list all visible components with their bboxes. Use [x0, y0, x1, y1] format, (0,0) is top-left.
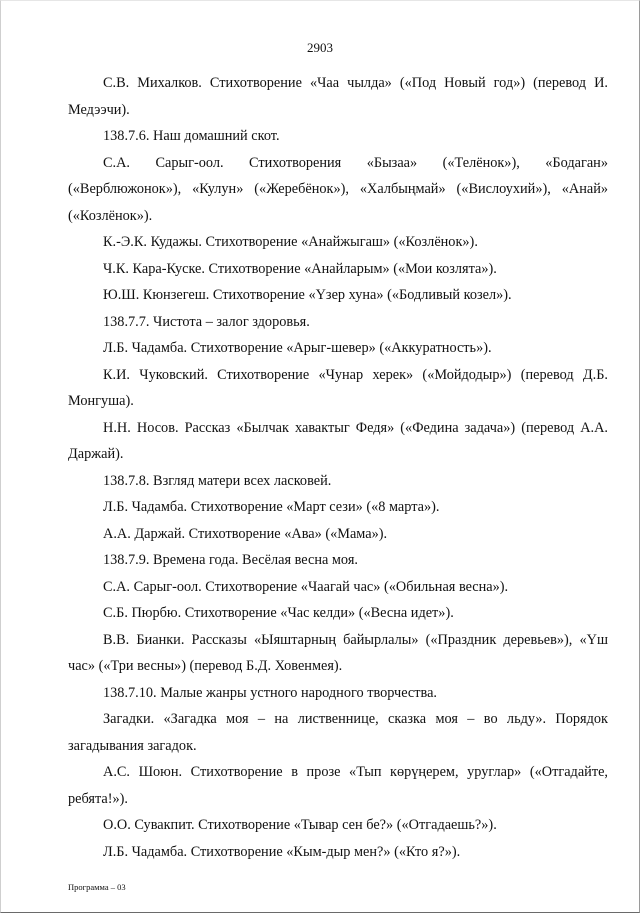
section-heading-138-7-6: 138.7.6. Наш домашний скот. [103, 128, 280, 144]
section-heading-138-7-10: 138.7.10. Малые жанры устного народного творчества. [103, 684, 438, 701]
paragraph-suvakpit: О.О. Сувакпит. Стихотворение «Тывар сен бе?» («Отгадаешь?»). [103, 817, 497, 833]
paragraph-saryg-ool-chaagai-chas: С.А. Сарыг-оол. Стихотворение «Чаагай час» («Обильная весна»). [103, 578, 509, 595]
paragraph-chadamba-mart-sezi: Л.Б. Чадамба. Стихотворение «Март сези» («8 марта»). [103, 499, 440, 515]
paragraph-bianki: В.В. Бианки. Рассказы «Ыяштарның байырлалы» («Праздник деревьев»), «Үш час» («Три весны») (перевод Б.Д. Ховенмея). [68, 631, 608, 674]
paragraph-kara-kuske: Ч.К. Кара-Куске. Стихотворение «Анайларым» («Мои козлята»). [103, 260, 497, 277]
paragraph-mikhalkov: С.В. Михалков. Стихотворение «Чаа чылда» («Под Новый год») (перевод И. Медээчи). [68, 75, 608, 118]
paragraph-zagadki: Загадки. «Загадка моя – на лиственнице, сказка моя – во льду». Порядок загадывания загадок. [68, 711, 608, 754]
paragraph-chukovsky: К.И. Чуковский. Стихотворение «Чунар херек» («Мойдодыр») (перевод Д.Б. Монгуша). [68, 366, 608, 409]
page-number: 2903 [307, 40, 333, 55]
paragraph-chadamba-aryg-shever: Л.Б. Чадамба. Стихотворение «Арыг-шевер» («Аккуратность»). [103, 340, 492, 356]
footer-program-label: Программа – 03 [68, 882, 126, 892]
paragraph-pyurbyu: С.Б. Пюрбю. Стихотворение «Час келди» («Весна идет»). [103, 605, 454, 621]
section-heading-138-7-9: 138.7.9. Времена года. Весёлая весна моя. [103, 552, 358, 568]
section-heading-138-7-8: 138.7.8. Взгляд матери всех ласковей. [103, 472, 332, 489]
paragraph-shoyun: А.С. Шоюн. Стихотворение в прозе «Тып көрүңерем, уруглар» («Отгадайте, ребята!»). [68, 764, 608, 807]
paragraph-kyunzegesh: Ю.Ш. Кюнзегеш. Стихотворение «Үзер хуна» («Бодливый козел»). [103, 287, 512, 303]
section-heading-138-7-7: 138.7.7. Чистота – залог здоровья. [103, 313, 310, 330]
paragraph-nosov: Н.Н. Носов. Рассказ «Былчак хавактыг Федя» («Федина задача») (перевод А.А. Даржай). [68, 419, 608, 462]
paragraph-chadamba-kym-dyr-men: Л.Б. Чадамба. Стихотворение «Кым-дыр мен?» («Кто я?»). [103, 843, 461, 860]
document-body [68, 70, 608, 865]
paragraph-kudazhy: К.-Э.К. Кудажы. Стихотворение «Анайжыгаш» («Козлёнок»). [103, 234, 478, 250]
paragraph-saryg-ool-poems: С.А. Сарыг-оол. Стихотворения «Бызаа» («Телёнок»), «Бодаган» («Верблюжонок»), «Кулун» («Жеребёнок»), «Халбыңмай» («Вислоухий»), «Анай» («Козлёнок»). [68, 154, 608, 224]
paragraph-darzhai-ava: А.А. Даржай. Стихотворение «Ава» («Мама»). [103, 525, 388, 542]
